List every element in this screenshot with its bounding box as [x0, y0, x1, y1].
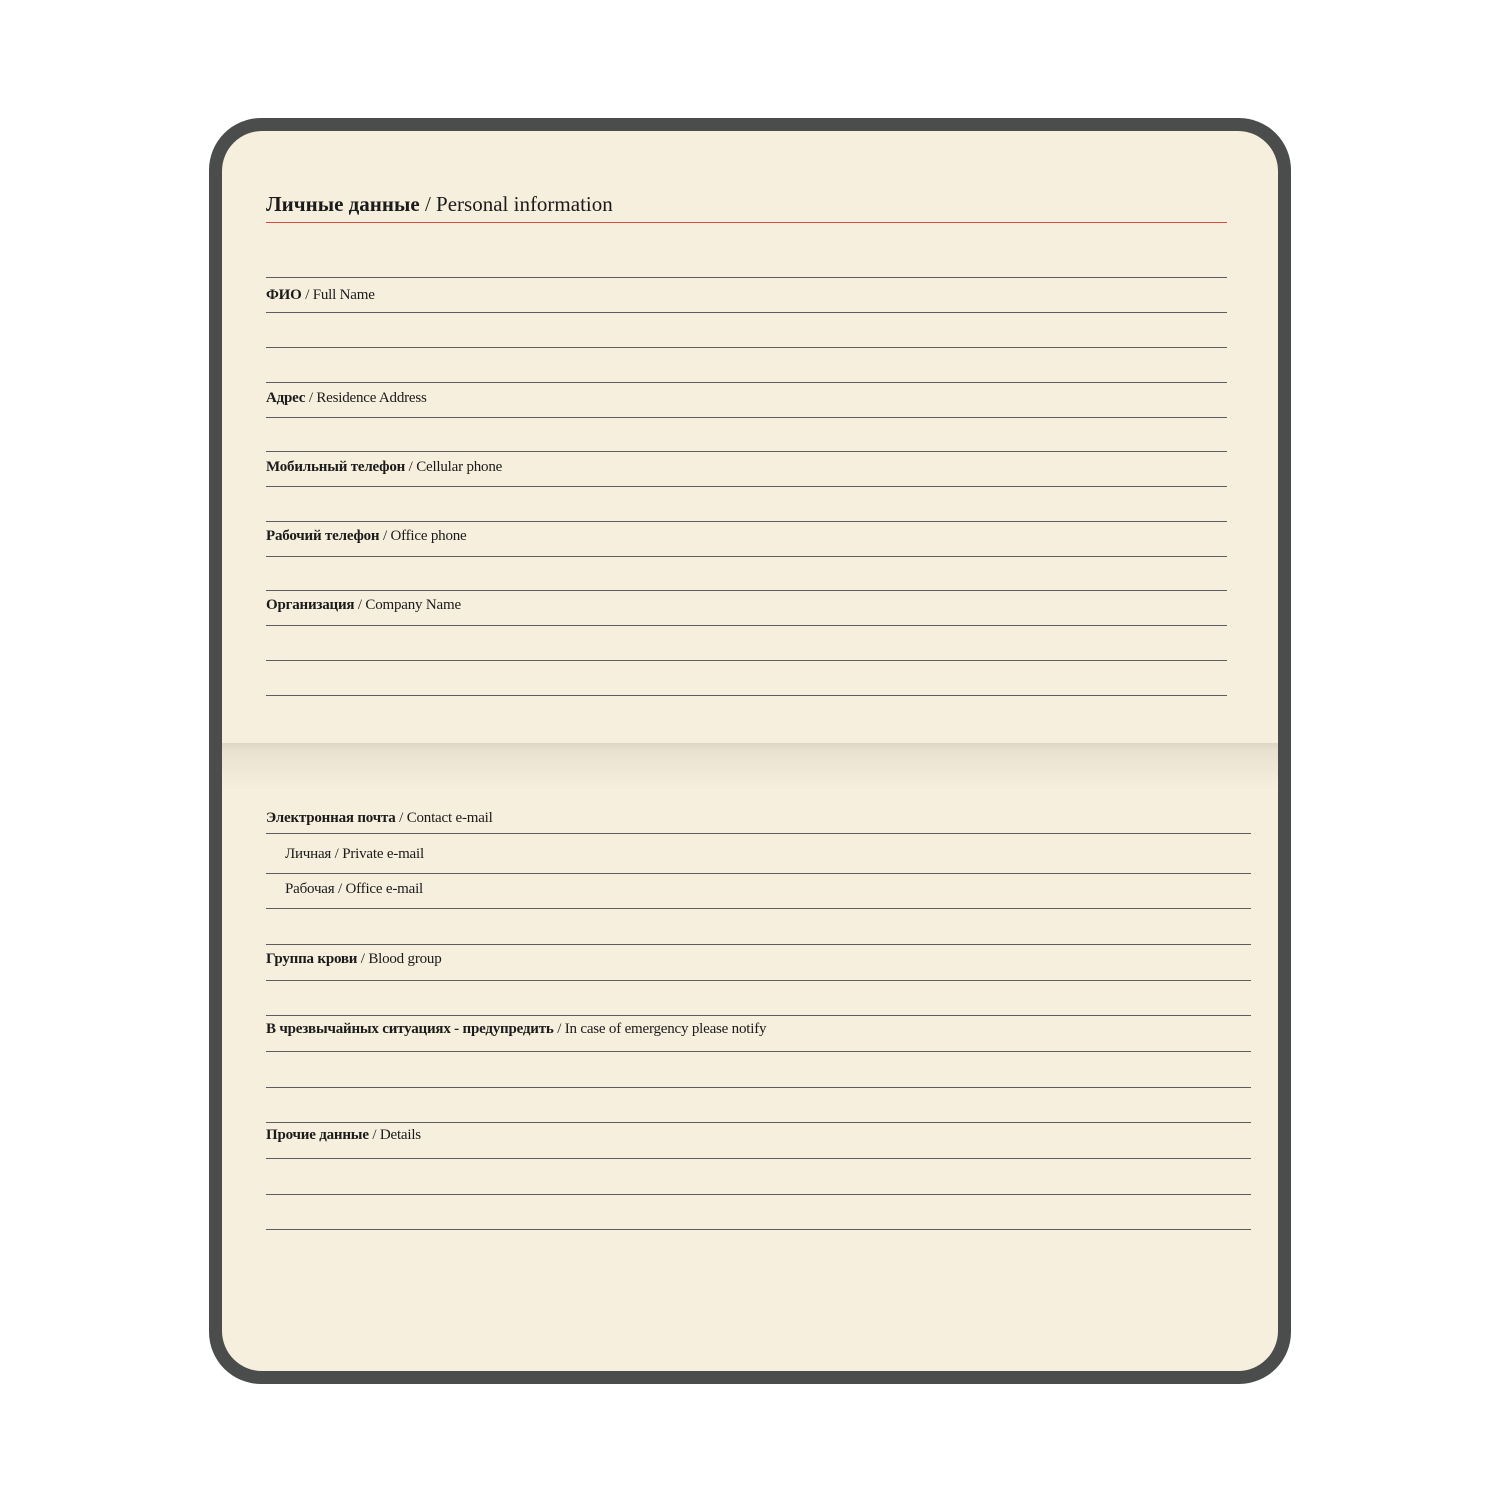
- writing-line: [266, 944, 1251, 945]
- field-label-contact-email: [266, 810, 493, 827]
- writing-line: [266, 980, 1251, 981]
- title-underline: [266, 222, 1227, 223]
- field-label-en: / Blood group: [360, 951, 442, 967]
- field-sublabel: Рабочая / Office e-mail: [285, 881, 424, 897]
- field-label-ru: Группа крови: [266, 951, 358, 967]
- writing-line: [266, 556, 1227, 557]
- writing-line: [266, 1158, 1251, 1159]
- writing-line: [266, 873, 1251, 874]
- field-label-cellular-phone: [266, 459, 502, 476]
- field-label-ru: Рабочий телефон: [266, 528, 380, 544]
- writing-line: [266, 1087, 1251, 1088]
- writing-line: [266, 1015, 1251, 1016]
- writing-line: [266, 1229, 1251, 1230]
- field-label-ru: Мобильный телефон: [266, 459, 406, 475]
- field-label-ru: В чрезвычайных ситуациях - предупредить: [266, 1021, 554, 1037]
- page-title-en: / Personal information: [424, 192, 613, 216]
- writing-line: [266, 1051, 1251, 1052]
- notebook-page: [222, 131, 1278, 1371]
- writing-line: [266, 382, 1227, 383]
- writing-line: [266, 1194, 1251, 1195]
- writing-line: [266, 521, 1227, 522]
- field-label-blood-group: [266, 951, 442, 968]
- field-label-details: [266, 1127, 421, 1144]
- field-label-emergency-contact: [266, 1021, 766, 1038]
- field-label-ru: Организация: [266, 597, 355, 613]
- writing-line: [266, 277, 1227, 278]
- field-label-office-email: [285, 881, 423, 898]
- field-label-en: / Cellular phone: [408, 459, 503, 475]
- field-label-en: / Residence Address: [308, 390, 427, 406]
- writing-line: [266, 486, 1227, 487]
- writing-line: [266, 660, 1227, 661]
- writing-line: [266, 1122, 1251, 1123]
- writing-line: [266, 451, 1227, 452]
- field-label-ru: Адрес: [266, 390, 306, 406]
- field-label-en: / Office phone: [382, 528, 467, 544]
- field-label-ru: Электронная почта: [266, 810, 396, 826]
- field-label-en: / Full Name: [305, 287, 375, 303]
- writing-line: [266, 833, 1251, 834]
- writing-line: [266, 347, 1227, 348]
- field-label-en: / In case of emergency please notify: [557, 1021, 767, 1037]
- field-label-private-email: [285, 846, 424, 863]
- writing-line: [266, 625, 1227, 626]
- field-sublabel: Личная / Private e-mail: [285, 846, 424, 862]
- writing-line: [266, 590, 1227, 591]
- writing-line: [266, 312, 1227, 313]
- writing-line: [266, 417, 1227, 418]
- field-label-en: / Company Name: [357, 597, 461, 613]
- page-title: [266, 192, 613, 217]
- field-label-full-name: [266, 287, 375, 304]
- field-label-address: [266, 390, 427, 407]
- page-fold-shadow: [222, 743, 1278, 749]
- field-label-en: / Details: [372, 1127, 421, 1143]
- field-label-ru: Прочие данные: [266, 1127, 369, 1143]
- field-label-ru: ФИО: [266, 287, 302, 303]
- field-label-company-name: [266, 597, 461, 614]
- writing-line: [266, 908, 1251, 909]
- writing-line: [266, 695, 1227, 696]
- field-label-office-phone: [266, 528, 467, 545]
- page-title-ru: Личные данные: [266, 192, 420, 216]
- field-label-en: / Contact e-mail: [399, 810, 493, 826]
- page-fold: [222, 743, 1278, 791]
